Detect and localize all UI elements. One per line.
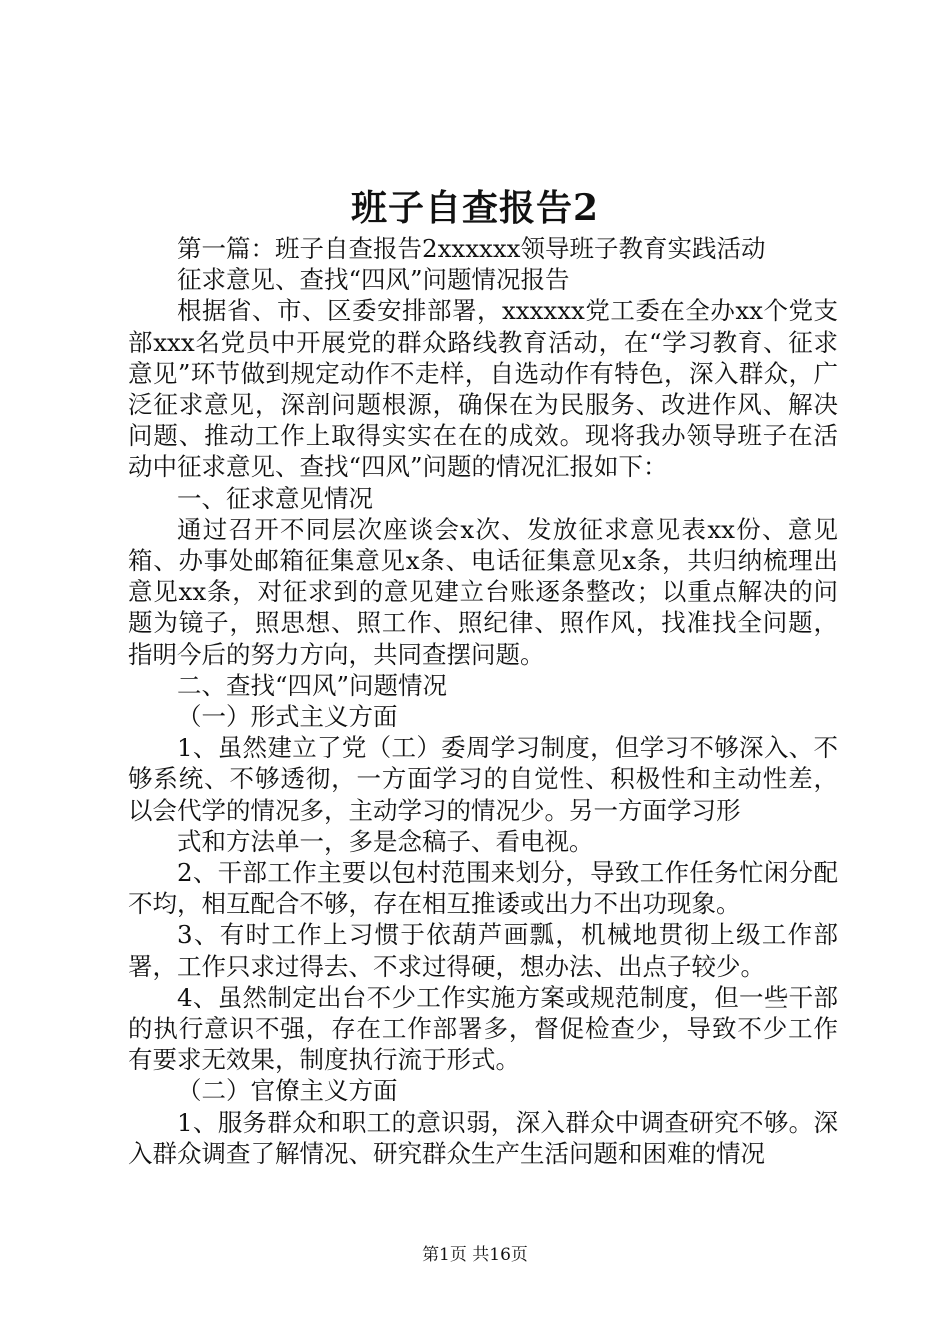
paragraph: 根据省、市、区委安排部署，xxxxxx党工委在全办xx个党支部xxx名党员中开展党的群众路线教育活动，在“学习教育、征求意见”环节做到规定动作不走样，自选动作有特色，深入群众，广泛征求意见，深剖问题根源，确保在为民服务、改进作风、解决问题、推动工作上取得实实在在的成效。现将我办领导班子在活动中征求意见、查找“四风”问题的情况汇报如下： — [128, 296, 838, 482]
paragraph: 3、有时工作上习惯于依葫芦画瓢，机械地贯彻上级工作部署，工作只求过得去、不求过得硬，想办法、出点子较少。 — [128, 920, 838, 981]
paragraph: 通过召开不同层次座谈会x次、发放征求意见表xx份、意见箱、办事处邮箱征集意见x条、电话征集意见x条，共归纳梳理出意见xx条，对征求到的意见建立台账逐条整改；以重点解决的问题为镜子，照思想、照工作、照纪律、照作风，找准找全问题，指明今后的努力方向，共同查摆问题。 — [128, 514, 838, 669]
section-heading: 二、查找“四风”问题情况 — [177, 670, 448, 700]
document-body — [128, 233, 838, 1169]
paragraph: 第一篇：班子自查报告2xxxxxx领导班子教育实践活动 — [177, 234, 766, 263]
paragraph: 4、虽然制定出台不少工作实施方案或规范制度，但一些干部的执行意识不强，存在工作部署多，督促检查少，导致不少工作有要求无效果，制度执行流于形式。 — [128, 982, 838, 1075]
paragraph: 1、虽然建立了党（工）委周学习制度，但学习不够深入、不够系统、不够透彻，一方面学习的自觉性、积极性和主动性差，以会代学的情况多，主动学习的情况少。另一方面学习形 — [128, 733, 838, 825]
subsection-heading: （一）形式主义方面 — [177, 702, 398, 732]
page-footer: 第1页 共16页 — [422, 1245, 528, 1265]
paragraph: 1、服务群众和职工的意识弱，深入群众中调查研究不够。深入群众调查了解情况、研究群众生产生活问题和困难的情况 — [128, 1107, 838, 1168]
paragraph: 2、干部工作主要以包村范围来划分，导致工作任务忙闲分配不均，相互配合不够，存在相互推诿或出力不出功现象。 — [128, 858, 838, 919]
paragraph: 式和方法单一，多是念稿子、看电视。 — [177, 826, 594, 856]
paragraph: 征求意见、查找“四风”问题情况报告 — [177, 265, 570, 295]
section-heading: 一、征求意见情况 — [177, 483, 373, 513]
subsection-heading: （二）官僚主义方面 — [177, 1076, 398, 1106]
document-title: 班子自查报告2 — [350, 187, 600, 229]
